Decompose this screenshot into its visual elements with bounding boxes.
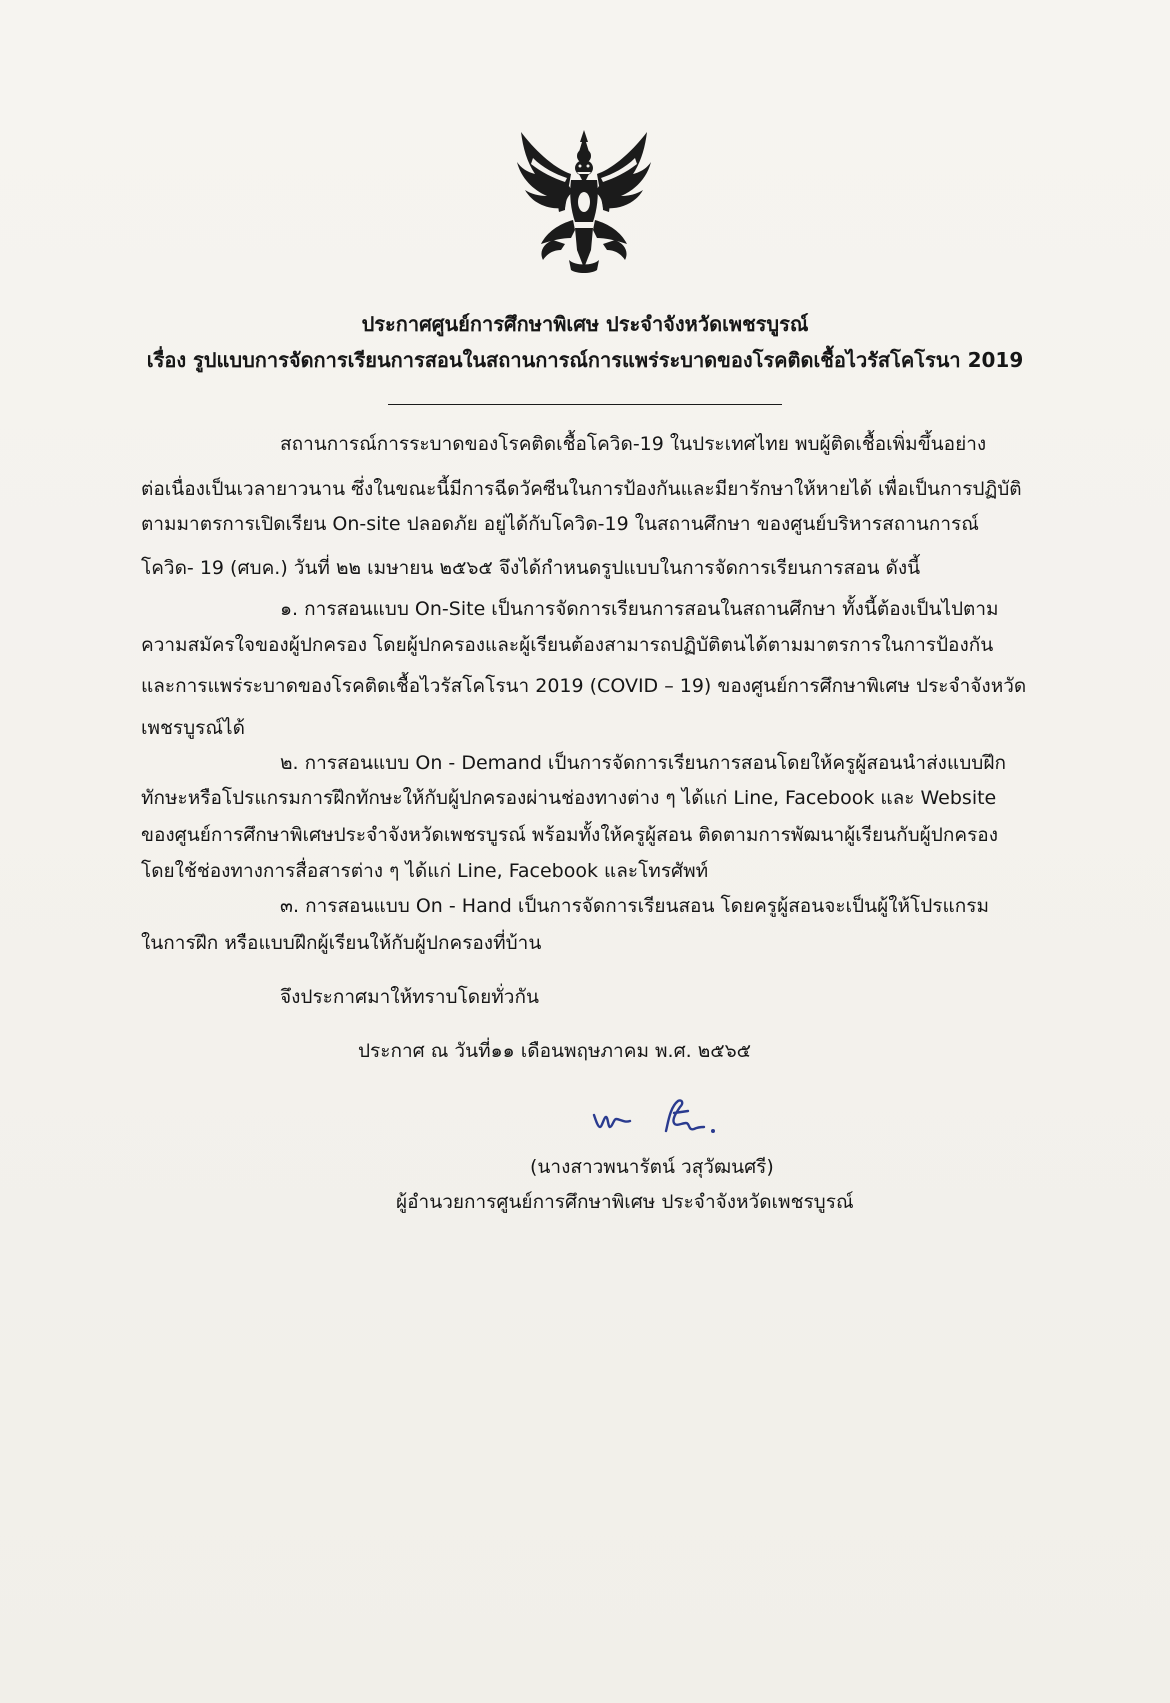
announcement-date: ประกาศ ณ วันที่๑๑ เดือนพฤษภาคม พ.ศ. ๒๕๖๕ bbox=[358, 1040, 752, 1062]
item-1-line: และการแพร่ระบาดของโรคติดเชื้อไวรัสโคโรนา 2019 (COVID – 19) ของศูนย์การศึกษาพิเศษ ประจำจังหวัด bbox=[141, 675, 1027, 697]
signatory-position: ผู้อำนวยการศูนย์การศึกษาพิเศษ ประจำจังหวัดเพชรบูรณ์ bbox=[396, 1191, 854, 1213]
title-divider bbox=[388, 404, 782, 405]
item-2-line: ของศูนย์การศึกษาพิเศษประจำจังหวัดเพชรบูรณ์ พร้อมทั้งให้ครูผู้สอน ติดตามการพัฒนาผู้เรียนกับผู้ปกครอง bbox=[141, 824, 998, 846]
announcement-subject: เรื่อง รูปแบบการจัดการเรียนการสอนในสถานการณ์การแพร่ระบาดของโรคติดเชื้อไวรัสโคโรนา 2019 bbox=[146, 348, 1024, 372]
item-1-line: ๑. การสอนแบบ On-Site เป็นการจัดการเรียนการสอนในสถานศึกษา ทั้งนี้ต้องเป็นไปตาม bbox=[280, 598, 999, 620]
paragraph-line: ต่อเนื่องเป็นเวลายาวนาน ซึ่งในขณะนี้มีการฉีดวัคซีนในการป้องกันและมียารักษาให้หายได้ เพื่อเป็นการปฏิบัติ bbox=[141, 478, 1022, 500]
paragraph-line: โควิด- 19 (ศบค.) วันที่ ๒๒ เมษายน ๒๕๖๕ จึงได้กำหนดรูปแบบในการจัดการเรียนการสอน ดังนี้ bbox=[141, 557, 921, 579]
paragraph-line: ตามมาตรการเปิดเรียน On-site ปลอดภัย อยู่ได้กับโควิด-19 ในสถานศึกษา ของศูนย์บริหารสถานการณ์ bbox=[141, 513, 979, 535]
signatory-name: (นางสาวพนารัตน์ วสุวัฒนศรี) bbox=[530, 1156, 774, 1178]
item-1-line: ความสมัครใจของผู้ปกครอง โดยผู้ปกครองและผู้เรียนต้องสามารถปฏิบัติตนได้ตามมาตรการในการป้องกัน bbox=[141, 634, 994, 656]
item-2-line: โดยใช้ช่องทางการสื่อสารต่าง ๆ ได้แก่ Line, Facebook และโทรศัพท์ bbox=[141, 860, 709, 882]
item-3-line: ในการฝึก หรือแบบฝึกผู้เรียนให้กับผู้ปกครองที่บ้าน bbox=[141, 932, 542, 954]
garuda-emblem-icon bbox=[513, 128, 655, 274]
closing-statement: จึงประกาศมาให้ทราบโดยทั่วกัน bbox=[280, 986, 539, 1008]
item-2-line: ทักษะหรือโปรแกรมการฝึกทักษะให้กับผู้ปกครองผ่านช่องทางต่าง ๆ ได้แก่ Line, Facebook และ Website bbox=[141, 787, 997, 809]
announcement-title: ประกาศศูนย์การศึกษาพิเศษ ประจำจังหวัดเพชรบูรณ์ bbox=[361, 312, 809, 336]
item-1-line: เพชรบูรณ์ได้ bbox=[141, 717, 245, 739]
handwritten-signature-icon bbox=[590, 1093, 750, 1139]
paragraph-line: สถานการณ์การระบาดของโรคติดเชื้อโควิด-19 ในประเทศไทย พบผู้ติดเชื้อเพิ่มขึ้นอย่าง bbox=[280, 433, 987, 455]
item-2-line: ๒. การสอนแบบ On - Demand เป็นการจัดการเรียนการสอนโดยให้ครูผู้สอนนำส่งแบบฝึก bbox=[280, 752, 1006, 774]
item-3-line: ๓. การสอนแบบ On - Hand เป็นการจัดการเรียนสอน โดยครูผู้สอนจะเป็นผู้ให้โปรแกรม bbox=[280, 895, 989, 917]
